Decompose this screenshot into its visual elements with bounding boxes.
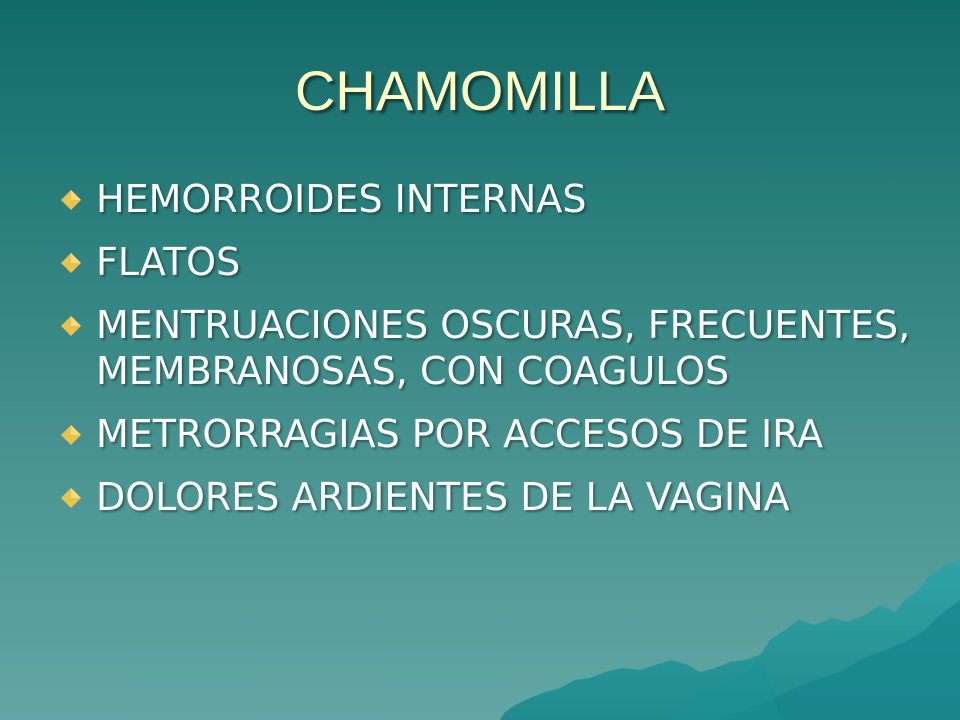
bullet-item [60, 474, 920, 520]
bullet-item [60, 411, 920, 457]
bullet-text: DOLORES ARDIENTES DE LA VAGINA [96, 475, 790, 519]
bullet-item [60, 239, 920, 285]
bullet-text: MENTRUACIONES OSCURAS, FRECUENTES, MEMBRANOSAS, CON COAGULOS [96, 303, 911, 393]
bullet-text: METRORRAGIAS POR ACCESOS DE IRA [96, 412, 824, 456]
bullet-list [60, 176, 920, 537]
diamond-bullet-icon [60, 424, 82, 446]
diamond-bullet-icon [60, 487, 82, 509]
bullet-text: FLATOS [96, 240, 241, 284]
diamond-bullet-icon [60, 189, 82, 211]
diamond-bullet-icon [60, 252, 82, 274]
bullet-item [60, 176, 920, 222]
bullet-item [60, 302, 920, 394]
diamond-bullet-icon [60, 315, 82, 337]
slide-title: CHAMOMILLA [294, 59, 666, 122]
bullet-text: HEMORROIDES INTERNAS [96, 177, 587, 221]
